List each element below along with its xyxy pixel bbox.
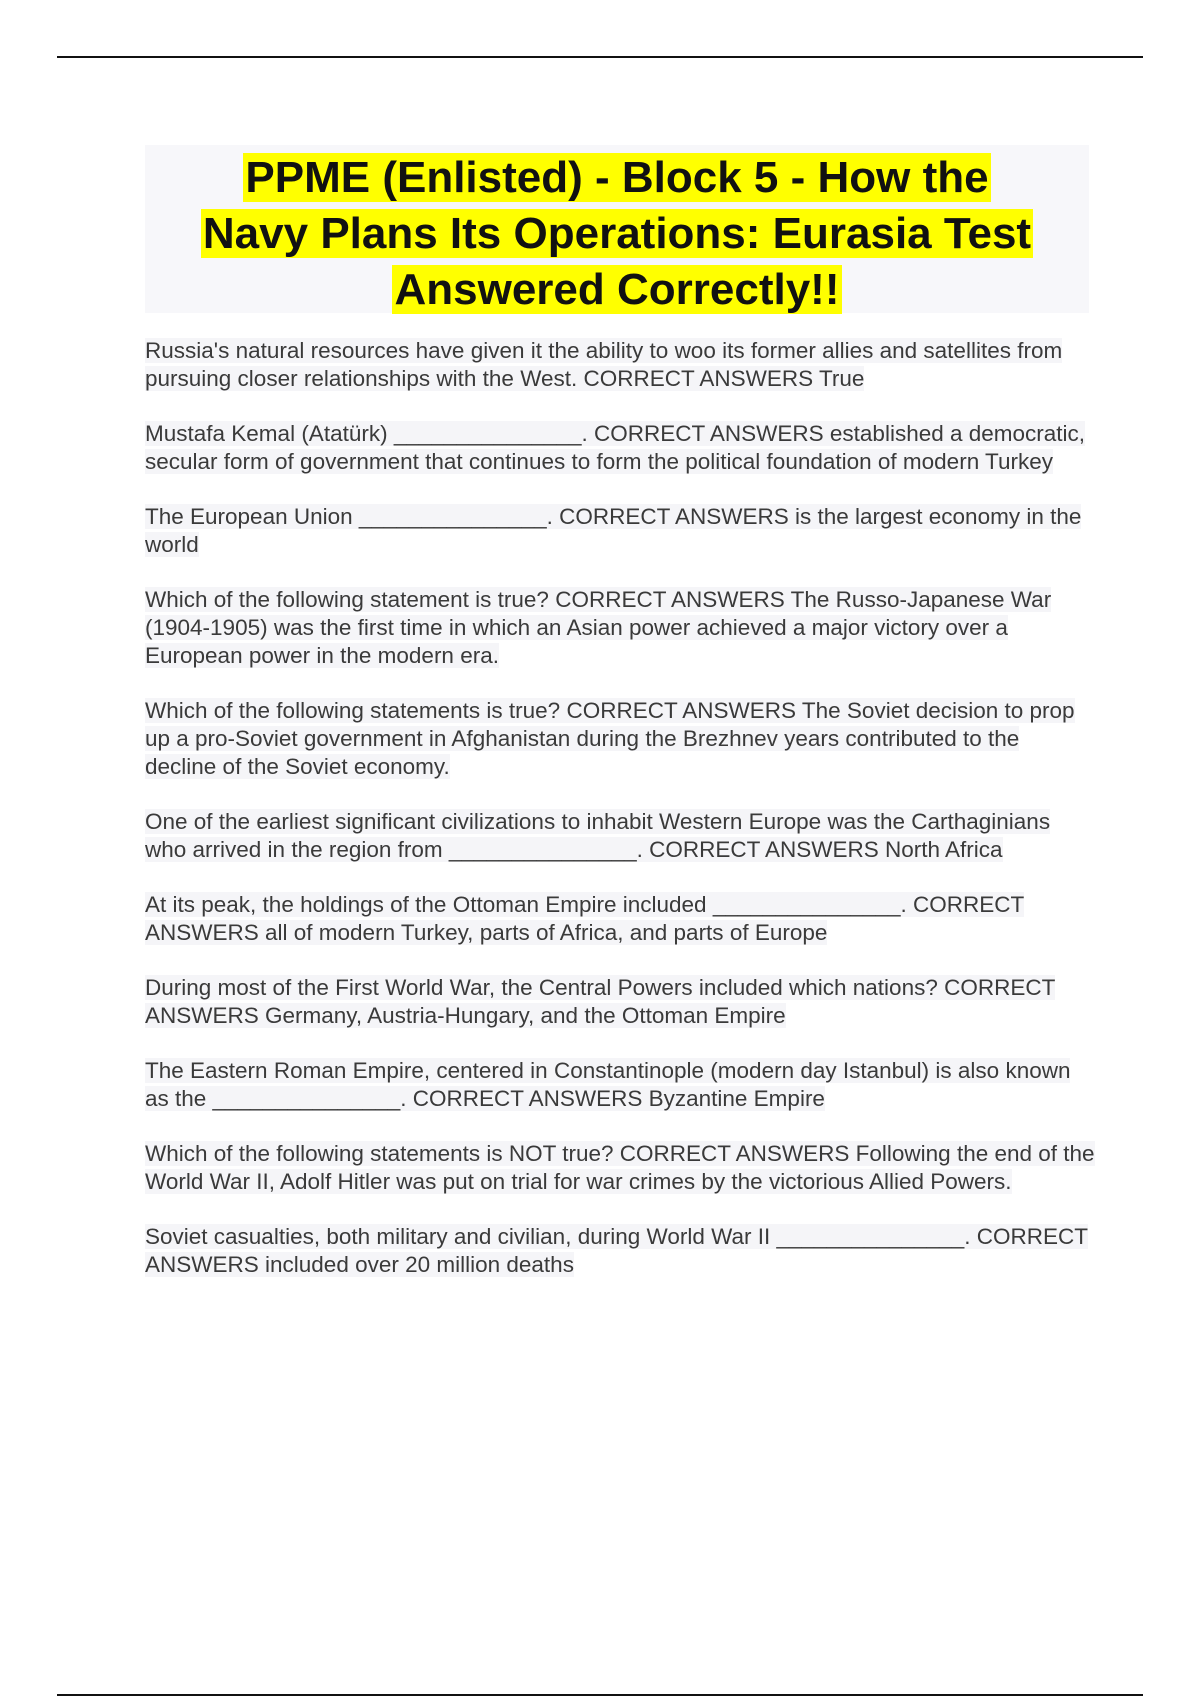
- qa-text: The Eastern Roman Empire, centered in Constantinople (modern day Istanbul) is also known as the _______________. CORRECT ANSWERS Byzantine Empire: [145, 1058, 1071, 1111]
- question-answer-list: [145, 337, 1095, 1306]
- qa-text: At its peak, the holdings of the Ottoman Empire included _______________. CORRECT ANSWERS all of modern Turkey, parts of Africa, and parts of Europe: [145, 892, 1025, 945]
- bottom-rule: [57, 1694, 1143, 1696]
- qa-item: [145, 586, 1095, 670]
- qa-item: [145, 337, 1095, 393]
- qa-item: [145, 891, 1095, 947]
- qa-text: Soviet casualties, both military and civilian, during World War II _______________. CORRECT ANSWERS included over 20 million deaths: [145, 1224, 1088, 1277]
- qa-text: Which of the following statement is true? CORRECT ANSWERS The Russo-Japanese War (1904-1905) was the first time in which an Asian power achieved a major victory over a European power in the modern era.: [145, 587, 1052, 668]
- qa-item: [145, 1223, 1095, 1279]
- qa-item: [145, 697, 1095, 781]
- qa-text: During most of the First World War, the Central Powers included which nations? CORRECT ANSWERS Germany, Austria-Hungary, and the Ottoman Empire: [145, 975, 1056, 1028]
- top-rule: [57, 56, 1143, 58]
- qa-item: [145, 503, 1095, 559]
- qa-text: The European Union _______________. CORRECT ANSWERS is the largest economy in the world: [145, 504, 1082, 557]
- qa-item: [145, 1140, 1095, 1196]
- qa-item: [145, 420, 1095, 476]
- title-line-1: PPME (Enlisted) - Block 5 - How the: [245, 153, 989, 202]
- title-block: [145, 145, 1089, 313]
- qa-text: Mustafa Kemal (Atatürk) _______________. CORRECT ANSWERS established a democratic, secular form of government that continues to form the political foundation of modern Turkey: [145, 421, 1086, 474]
- qa-text: One of the earliest significant civilizations to inhabit Western Europe was the Carthaginians who arrived in the region from _______________. CORRECT ANSWERS North Africa: [145, 809, 1051, 862]
- title-line-3: Answered Correctly!!: [394, 265, 840, 314]
- qa-text: Which of the following statements is NOT true? CORRECT ANSWERS Following the end of the World War II, Adolf Hitler was put on trial for war crimes by the victorious Allied Powers.: [145, 1141, 1095, 1194]
- qa-text: Russia's natural resources have given it the ability to woo its former allies and satellites from pursuing closer relationships with the West. CORRECT ANSWERS True: [145, 338, 1063, 391]
- document-title: [145, 145, 1089, 318]
- qa-item: [145, 974, 1095, 1030]
- qa-item: [145, 1057, 1095, 1113]
- qa-text: Which of the following statements is true? CORRECT ANSWERS The Soviet decision to prop up a pro-Soviet government in Afghanistan during the Brezhnev years contributed to the decline of the Soviet economy.: [145, 698, 1075, 779]
- qa-item: [145, 808, 1095, 864]
- title-line-2: Navy Plans Its Operations: Eurasia Test: [202, 209, 1032, 258]
